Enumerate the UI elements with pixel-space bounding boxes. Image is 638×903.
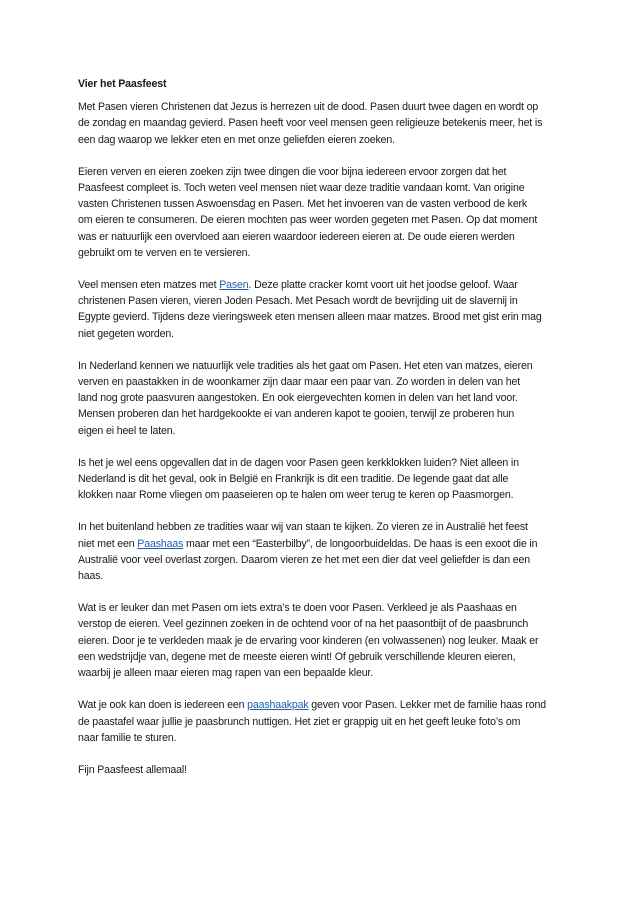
text-segment: Paasfeest compleet is. Toch weten veel mensen niet waar deze traditie vandaan komt. Van origine [78, 182, 525, 195]
text-line [78, 762, 566, 778]
text-line [78, 471, 566, 487]
text-line [78, 552, 566, 568]
text-line [78, 229, 566, 245]
text-line [78, 180, 566, 196]
text-line [78, 455, 566, 471]
text-segment: Egypte gevierd. Tijdens deze vieringsweek eten mensen alleen maar matzes. Brood met gist erin mag [78, 311, 542, 324]
text-segment: eieren. Door je te verkleden maak je de ervaring voor kinderen (en volwassenen) nog leuker. Maak er [78, 634, 539, 647]
text-line [78, 390, 566, 406]
text-line [78, 358, 566, 374]
text-segment: Eieren verven en eieren zoeken zijn twee dingen die voor bijna iedereen ervoor zorgen dat het [78, 165, 507, 178]
paragraph [78, 600, 566, 681]
text-line [78, 406, 566, 422]
text-line [78, 374, 566, 390]
paragraph [78, 164, 566, 261]
text-line [78, 730, 566, 746]
text-line [78, 616, 566, 632]
text-segment: een wedstrijdje van, degene met de meeste eieren wint! Of gebruik verschillende kleuren eieren, [78, 650, 516, 663]
link-paashaas[interactable]: Paashaas [137, 537, 184, 550]
text-segment: niet gegeten worden. [78, 327, 174, 340]
paragraph [78, 519, 566, 584]
text-segment: om eieren te consumeren. De eieren mochten pas weer worden gegeten met Pasen. Op dat moment [78, 214, 538, 227]
text-line [78, 196, 566, 212]
text-segment: was er natuurlijk een overvloed aan eieren waardoor iedereen eieren at. De oude eieren werden [78, 230, 515, 243]
text-segment: Fijn Paasfeest allemaal! [78, 763, 187, 776]
text-line [78, 277, 566, 293]
text-segment: een dag waarop we lekker eten en met onze geliefden eieren zoeken. [78, 133, 395, 146]
text-line [78, 649, 566, 665]
text-line [78, 487, 566, 503]
text-line [78, 568, 566, 584]
text-segment: Australië voor veel overlast zorgen. Daarom vieren ze het met een dier dat veel geliefder is dan een [78, 553, 530, 566]
text-line [78, 212, 566, 228]
text-line [78, 697, 566, 713]
text-segment: verstop de eieren. Veel gezinnen zoeken in de ochtend voor of na het paasontbijt of de paasbrunch [78, 618, 529, 631]
text-line [78, 536, 566, 552]
text-segment: klokken naar Rome vliegen om paaseieren op te halen om weer terug te keren op Paasmorgen. [78, 489, 514, 502]
text-segment: waarbij je alleen maar eieren mag rapen van een bepaalde kleur. [78, 667, 374, 680]
text-line [78, 326, 566, 342]
text-segment: gebruikt om te verven en te versieren. [78, 246, 251, 259]
text-segment: de paastafel waar jullie je paasbrunch nuttigen. Het ziet er grappig uit en het geeft leuke foto’s om [78, 715, 521, 728]
text-line [78, 665, 566, 681]
text-segment: Mensen proberen dan het hardgekookte ei van anderen kapot te gooien, terwijl ze proberen hun [78, 408, 515, 421]
text-segment: vasten Christenen tussen Aswoensdag en Pasen. Met het invoeren van de vasten verbood de kerk [78, 198, 528, 211]
text-segment: Met Pasen vieren Christenen dat Jezus is herrezen uit de dood. Pasen duurt twee dagen en wordt op [78, 101, 539, 114]
text-line [78, 633, 566, 649]
text-segment: . Deze platte cracker komt voort uit het joodse geloof. Waar [248, 279, 518, 292]
text-line [78, 309, 566, 325]
text-segment: In Nederland kennen we natuurlijk vele tradities als het gaat om Pasen. Het eten van matzes, eieren [78, 359, 533, 372]
text-segment: verven en paastakken in de woonkamer zijn daar maar een paar van. Zo worden in delen van het [78, 376, 521, 389]
text-line [78, 245, 566, 261]
text-line [78, 132, 566, 148]
text-line [78, 293, 566, 309]
text-segment: geven voor Pasen. Lekker met de familie haas rond [308, 699, 546, 712]
text-line [78, 164, 566, 180]
text-segment: christenen Pasen vieren, vieren Joden Pesach. Met Pesach wordt de bevrijding uit de slavernij in [78, 295, 518, 308]
link-paashaakpak[interactable]: paashaakpak [247, 699, 309, 712]
text-segment: naar familie te sturen. [78, 731, 177, 744]
document-title: Vier het Paasfeest [78, 78, 167, 90]
document-body [78, 99, 566, 778]
text-line [78, 99, 566, 115]
text-segment: niet met een [78, 537, 138, 550]
text-line [78, 600, 566, 616]
paragraph [78, 358, 566, 439]
text-segment: maar met een “Easterbilby”, de longoorbuideldas. De haas is een exoot die in [183, 537, 538, 550]
text-segment: Nederland is dit het geval, ook in België en Frankrijk is dit een traditie. De legende gaat dat alle [78, 473, 509, 486]
text-line [78, 714, 566, 730]
text-segment: Wat is er leuker dan met Pasen om iets extra’s te doen voor Pasen. Verkleed je als Paashaas en [78, 602, 517, 615]
paragraph [78, 762, 566, 778]
text-segment: de zondag en maandag gevierd. Pasen heeft voor veel mensen geen religieuze betekenis meer, het is [78, 117, 543, 130]
text-segment: In het buitenland hebben ze tradities waar wij van staan te kijken. Zo vieren ze in Australië het feest [78, 521, 528, 534]
text-line [78, 519, 566, 535]
paragraph [78, 99, 566, 148]
paragraph [78, 697, 566, 746]
text-segment: land nog grote paasvuren aangestoken. En ook eiergevechten komen in delen van het land voor. [78, 392, 518, 405]
document-page [78, 76, 566, 794]
text-segment: Veel mensen eten matzes met [78, 279, 220, 292]
paragraph [78, 277, 566, 342]
paragraph [78, 455, 566, 504]
text-line [78, 115, 566, 131]
text-segment: haas. [78, 570, 104, 583]
text-line [78, 423, 566, 439]
text-segment: eigen ei heel te laten. [78, 424, 176, 437]
link-pasen[interactable]: Pasen [219, 279, 249, 292]
text-segment: Wat je ook kan doen is iedereen een [78, 699, 248, 712]
text-segment: Is het je wel eens opgevallen dat in de dagen voor Pasen geen kerkklokken luiden? Niet alleen in [78, 456, 519, 469]
